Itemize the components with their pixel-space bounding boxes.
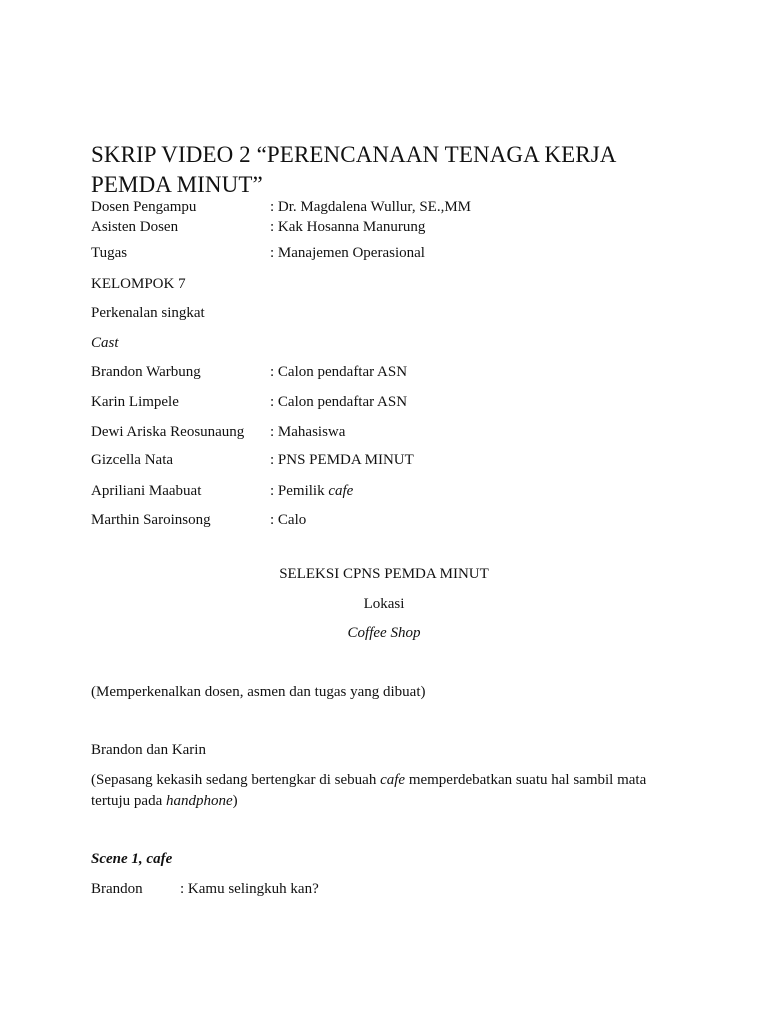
desc-part2: cafe xyxy=(380,772,406,788)
info-value-assistant: : Kak Hosanna Manurung xyxy=(270,219,426,235)
location-value: Coffee Shop xyxy=(347,625,421,641)
scene-heading-text: Scene 1, xyxy=(91,851,147,867)
info-label-lecturer: Dosen Pengampu xyxy=(91,199,197,215)
intro-text: Perkenalan singkat xyxy=(91,305,205,321)
scene-description-line1 xyxy=(91,771,646,789)
cast-name-1: Brandon Warbung xyxy=(91,364,201,380)
info-label-assistant: Asisten Dosen xyxy=(91,219,179,235)
scene-intro: Brandon dan Karin xyxy=(91,742,206,758)
cast-role-3: : Mahasiswa xyxy=(270,424,346,440)
document-title-line1: SKRIP VIDEO 2 “PERENCANAAN TENAGA KERJA xyxy=(91,142,617,167)
cast-name-3: Dewi Ariska Reosunaung xyxy=(91,424,245,440)
desc-line2-part1: tertuju pada xyxy=(91,793,166,809)
desc-line2-part2: ) xyxy=(232,793,238,809)
cast-heading: Cast xyxy=(91,335,119,351)
cast-role-1: : Calon pendaftar ASN xyxy=(270,364,408,380)
dialogue-speaker-1: Brandon xyxy=(91,881,143,897)
info-value-lecturer: : Dr. Magdalena Wullur, SE.,MM xyxy=(270,199,471,215)
desc-part3: memperdebatkan suatu hal sambil mata xyxy=(405,772,647,788)
cast-name-2: Karin Limpele xyxy=(91,394,179,410)
cast-role-6: : Calo xyxy=(270,512,307,528)
desc-part1: (Sepasang kekasih sedang bertengkar di sebuah xyxy=(91,772,381,788)
cast-role-5-italic: cafe xyxy=(328,483,354,499)
desc-line2-italic: handphone xyxy=(165,793,233,809)
cast-role-5-text: : Pemilik xyxy=(270,483,329,499)
cast-role-2: : Calon pendaftar ASN xyxy=(270,394,408,410)
cast-role-4: : PNS PEMDA MINUT xyxy=(270,452,414,468)
scene-description-line2 xyxy=(91,792,238,810)
note-intro: (Memperkenalkan dosen, asmen dan tugas yang dibuat) xyxy=(91,684,426,700)
scene-heading-italic: cafe xyxy=(146,851,173,867)
cast-name-5: Apriliani Maabuat xyxy=(91,483,202,499)
cast-name-6: Marthin Saroinsong xyxy=(91,512,211,528)
cast-name-4: Gizcella Nata xyxy=(91,452,174,468)
document-title-line2: PEMDA MINUT” xyxy=(91,172,263,197)
section-heading: SELEKSI CPNS PEMDA MINUT xyxy=(279,566,489,582)
cast-role-5 xyxy=(270,482,353,500)
group-label: KELOMPOK 7 xyxy=(91,276,186,292)
location-label: Lokasi xyxy=(363,596,405,612)
info-value-task: : Manajemen Operasional xyxy=(270,245,425,261)
scene-heading xyxy=(91,850,172,868)
info-label-task: Tugas xyxy=(91,245,128,261)
dialogue-line-1: : Kamu selingkuh kan? xyxy=(180,881,319,897)
